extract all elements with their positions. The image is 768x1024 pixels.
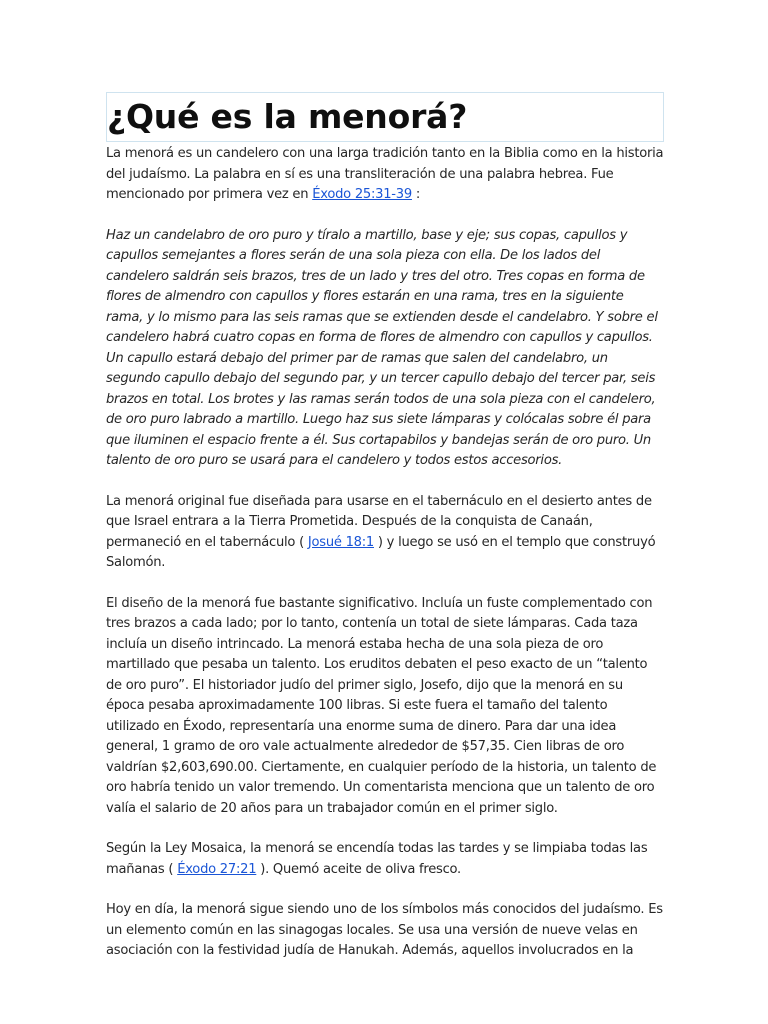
page-title: ¿Qué es la menorá?: [107, 97, 468, 136]
paragraph-intro-text: La menorá es un candelero con una larga tradición tanto en la Biblia como en la historia del judaísmo. La palabra en sí es una transliteración de una palabra hebrea. Fue mencionado por primera vez en: [106, 146, 664, 202]
paragraph-design: El diseño de la menorá fue bastante significativo. Incluía un fuste complementado con tres brazos a cada lado; por lo tanto, contenía un total de siete lámparas. Cada taza incluía un diseño intrincado. La menorá estaba hecha de una sola pieza de oro martillado que pesaba un talento. Los eruditos debaten el peso exacto de un “talento de oro puro”. El historiador judío del primer siglo, Josefo, dijo que la menorá en su época pesaba aproximadamente 100 libras. Si este fuera el tamaño del talento utilizado en Éxodo, representaría una enorme suma de dinero. Para dar una idea general, 1 gramo de oro vale actualmente alrededor de $57,35. Cien libras de oro valdrían $2,603,690.00. Ciertamente, en cualquier período de la historia, un talento de oro habría tenido un valor tremendo. Un comentarista menciona que un talento de oro valía el salario de 20 años para un trabajador común en el primer siglo.: [106, 595, 657, 816]
link-exodo-25[interactable]: Éxodo 25:31-39: [312, 187, 412, 202]
paragraph-tabernacle-before: La menorá original fue diseñada para usarse en el tabernáculo en el desierto antes de que Israel entrara a la Tierra Prometida. Después de la conquista de Canaán, permaneció en el tabernáculo (: [106, 493, 652, 550]
paragraph-today: Hoy en día, la menorá sigue siendo uno de los símbolos más conocidos del judaísmo. Es un elemento común en las sinagogas locales. Se usa una versión de nueve velas en asociación con la festividad judía de Hanukah. Además, aquellos involucrados en la: [106, 902, 663, 958]
paragraph-mosaic-law: [106, 839, 664, 880]
scripture-quote: Haz un candelabro de oro puro y tíralo a martillo, base y eje; sus copas, capullos y capullos semejantes a flores serán de una sola pieza con ella. De los lados del candelero saldrán seis brazos, tres de un lado y tres del otro. Tres copas en forma de flores de almendro con capullos y flores estarán en una rama, tres en la siguiente rama, y lo mismo para las seis ramas que se extienden desde el candelabro. Y sobre el candelero habrá cuatro copas en forma de flores de almendro con capullos y capullos. Un capullo estará debajo del primer par de ramas que salen del candelabro, un segundo capullo debajo del segundo par, y un tercer capullo debajo del tercer par, seis brazos en total. Los brotes y las ramas serán todos de una sola pieza con el candelero, de oro puro labrado a martillo. Luego haz sus siete lámparas y colócalas sobre él para que iluminen el espacio frente a él. Sus cortapabilos y bandejas serán de oro puro. Un talento de oro puro se usará para el candelero y todos estos accesorios.: [106, 227, 658, 468]
paragraph-tabernacle: [106, 492, 664, 574]
paragraph-intro: [106, 144, 664, 206]
paragraph-intro-after: :: [411, 187, 421, 202]
link-exodo-27[interactable]: Éxodo 27:21: [177, 861, 257, 877]
paragraph-tabernacle-after: ) y luego se usó en el templo que construyó Salomón.: [106, 534, 656, 570]
article: [106, 92, 664, 982]
title-box[interactable]: [106, 92, 664, 142]
paragraph-mosaic-law-before: Según la Ley Mosaica, la menorá se encendía todas las tardes y se limpiaba todas las mañanas (: [106, 841, 648, 877]
paragraph-mosaic-law-after: ). Quemó aceite de oliva fresco.: [256, 861, 461, 877]
link-josue-18[interactable]: Josué 18:1: [307, 534, 374, 550]
